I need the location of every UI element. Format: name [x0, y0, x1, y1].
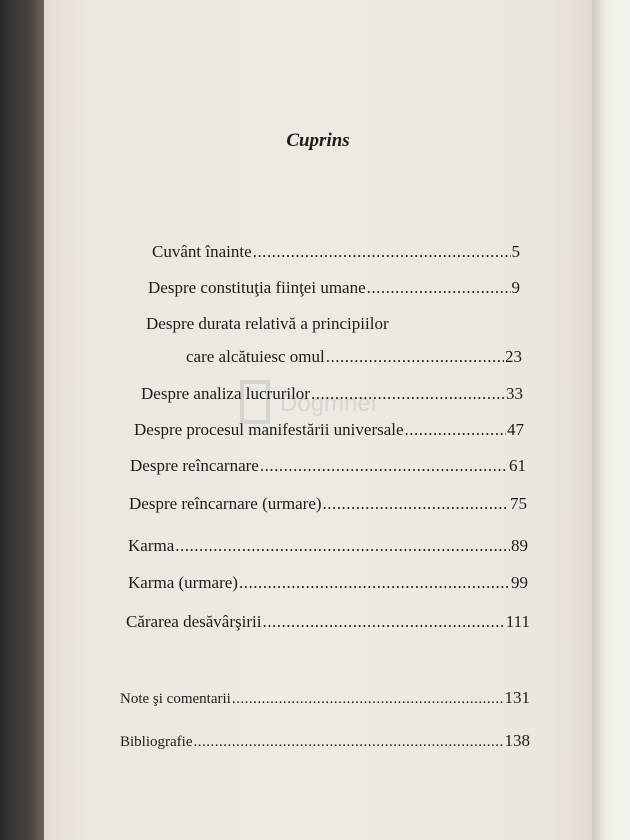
toc-entry-page: 99: [511, 573, 528, 592]
toc-entry-label: Despre procesul manifestării universale: [134, 420, 404, 439]
toc-entry-label: Karma: [128, 536, 175, 555]
toc-entry-page: 9: [511, 278, 520, 297]
toc-leader-dots: [193, 734, 503, 751]
toc-entry-page: 61: [509, 456, 526, 475]
toc-entry-label: Cuvânt înainte: [152, 242, 252, 261]
toc-entry[interactable]: [186, 347, 522, 371]
toc-entry-page: 47: [507, 420, 524, 439]
toc-entry-page: 33: [506, 384, 523, 403]
toc-leader-dots: [260, 456, 508, 476]
toc-entry[interactable]: [130, 456, 526, 480]
toc-entry-page: 89: [511, 536, 528, 555]
toc-entry[interactable]: [128, 536, 528, 560]
toc-back-matter-entry[interactable]: [120, 688, 530, 712]
toc-entry-label: Karma (urmare): [128, 573, 238, 592]
book-binding-edge: [0, 0, 44, 840]
toc-entry-page: 23: [505, 347, 522, 366]
toc-leader-dots: [232, 691, 504, 708]
toc-leader-dots: [262, 612, 504, 632]
toc-entry[interactable]: [148, 278, 520, 302]
toc-leader-dots: [405, 420, 506, 440]
toc-entry[interactable]: [141, 384, 523, 408]
toc-entry-label: Despre analiza lucrurilor: [141, 384, 310, 403]
toc-leader-dots: [253, 242, 511, 262]
toc-entry-label: Bibliografie: [120, 734, 193, 750]
toc-entry-label: Despre reîncarnare: [130, 456, 259, 475]
toc-entry-label: Note şi comentarii: [120, 691, 231, 707]
watermark-text: Dogmnei: [280, 390, 377, 417]
book-page: [44, 0, 592, 840]
toc-leader-dots: [367, 278, 511, 298]
toc-entry-label: Cărarea desăvârşirii: [126, 612, 262, 631]
toc-entry[interactable]: [134, 420, 524, 444]
toc-entry-label: Despre reîncarnare (urmare): [129, 494, 322, 513]
toc-leader-dots: [326, 347, 504, 367]
toc-entry-page: 75: [510, 494, 527, 513]
toc-leader-dots: [323, 494, 509, 514]
toc-entry-page: 131: [504, 688, 530, 707]
toc-entry[interactable]: [152, 242, 520, 266]
toc-entry[interactable]: [128, 573, 528, 597]
toc-entry-label-line1: Despre durata relativă a principiilor: [146, 314, 389, 333]
toc-leader-dots: [239, 573, 510, 593]
page-edge: [592, 0, 630, 840]
toc-entry-page: 5: [511, 242, 520, 261]
toc-entry-page: 138: [504, 731, 530, 750]
toc-leader-dots: [175, 536, 510, 556]
toc-leader-dots: [311, 384, 505, 404]
page-title: Cuprins: [286, 130, 350, 151]
toc-entry-page: 111: [505, 612, 530, 631]
toc-back-matter-entry[interactable]: [120, 731, 530, 755]
toc-entry[interactable]: [126, 612, 530, 636]
toc-entry[interactable]: [129, 494, 527, 518]
toc-entry-label: care alcătuiesc omul: [186, 347, 325, 366]
toc-entry-label: Despre constituţia fiinţei umane: [148, 278, 366, 297]
